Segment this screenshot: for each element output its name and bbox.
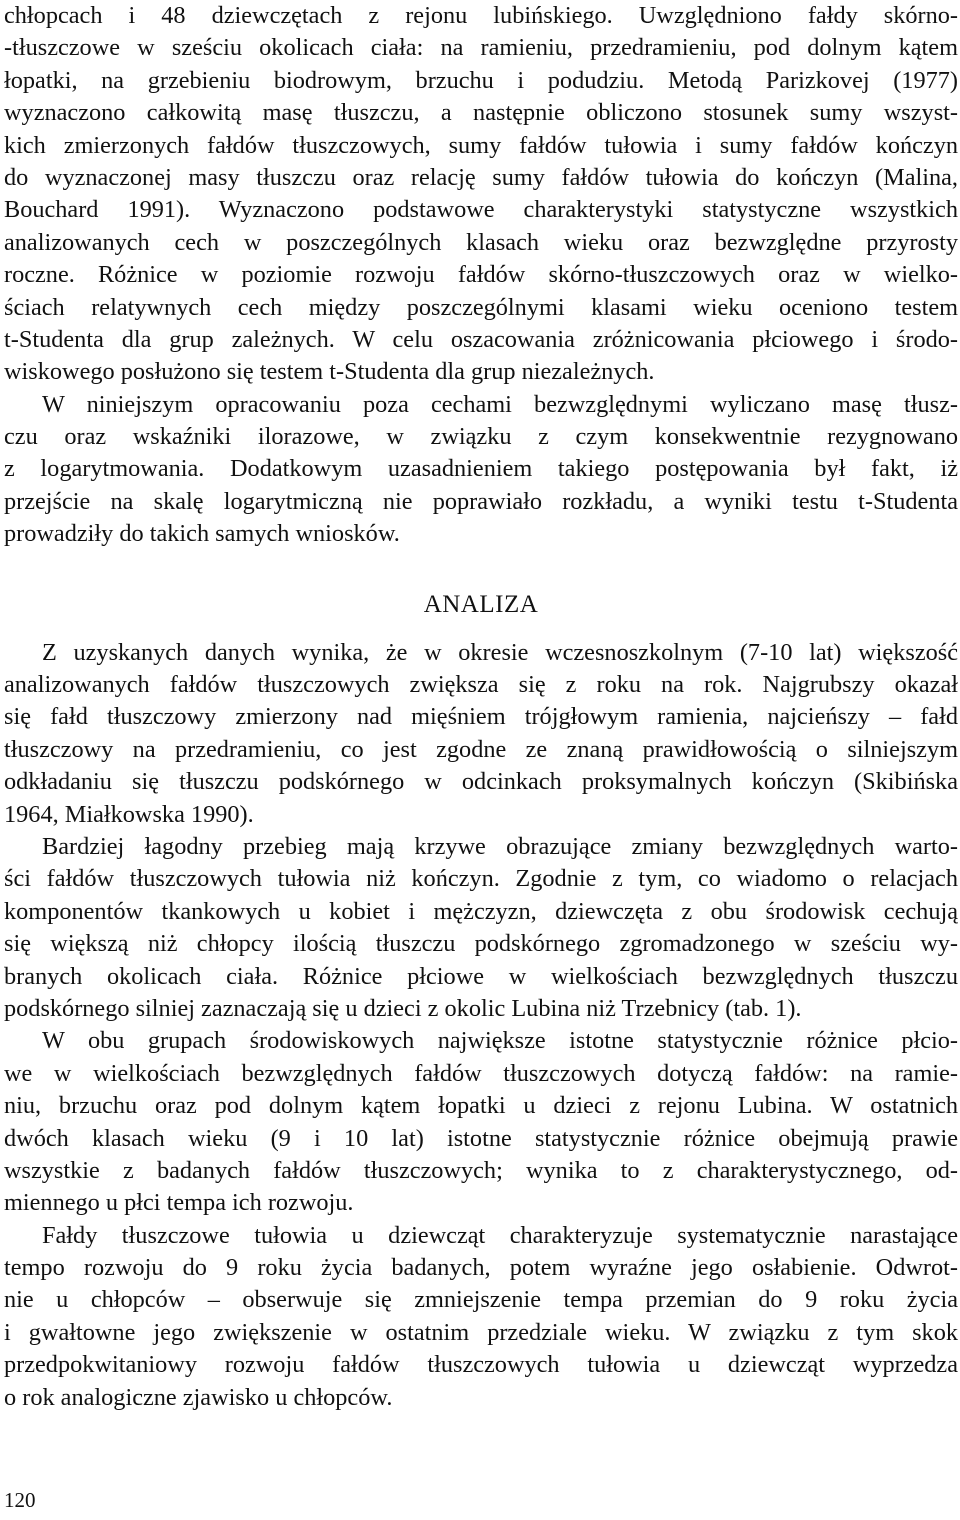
text-line: ści fałdów tłuszczowych tułowia niż kończyn. Zgodnie z tym, co wiadomo o relacjach xyxy=(4,865,958,893)
page-number: 120 xyxy=(4,1488,36,1512)
text-line: łopatki, na grzebieniu biodrowym, brzuchu i podudziu. Metodą Parizkovej (1977) xyxy=(4,66,958,94)
analysis-section xyxy=(4,637,958,1414)
text-line: komponentów tkankowych u kobiet i mężczyzn, dziewczęta z obu środowisk cechują xyxy=(4,897,958,925)
text-line: się większą niż chłopcy ilością tłuszczu podskórnego zgromadzonego w sześciu wy- xyxy=(4,930,958,958)
section-heading: ANALIZA xyxy=(423,590,539,618)
paragraph xyxy=(4,1025,958,1219)
text-line: o rok analogiczne zjawisko u chłopców. xyxy=(4,1383,393,1411)
text-line: i gwałtowne jego zwiększenie w ostatnim przedziale wieku. W związku z tym skok xyxy=(4,1318,958,1346)
document-page xyxy=(4,0,958,1414)
text-line: 1964, Miałkowska 1990). xyxy=(4,800,254,828)
spacer xyxy=(4,551,958,585)
text-line: -tłuszczowe w sześciu okolicach ciała: na ramieniu, przedramieniu, pod dolnym kątem xyxy=(4,34,958,62)
text-line: dwóch klasach wieku (9 i 10 lat) istotne statystycznie różnice obejmują prawie xyxy=(4,1124,958,1152)
text-line: analizowanych fałdów tłuszczowych zwiększa się z roku na rok. Najgrubszy okazał xyxy=(4,671,958,699)
text-line: niu, brzuchu oraz pod dolnym kątem łopatki u dzieci z rejonu Lubina. W ostatnich xyxy=(4,1092,958,1120)
text-line: W obu grupach środowiskowych największe istotne statystycznie różnice płcio- xyxy=(42,1027,958,1055)
paragraph xyxy=(4,1220,958,1414)
methods-section xyxy=(4,0,958,551)
text-line: nie u chłopców – obserwuje się zmniejszenie tempa przemian do 9 roku życia xyxy=(4,1286,958,1314)
text-line: tempo rozwoju do 9 roku życia badanych, potem wyraźne jego osłabienie. Odwrot- xyxy=(4,1254,958,1282)
text-line: Fałdy tłuszczowe tułowia u dziewcząt charakteryzuje systematycznie narastające xyxy=(42,1221,958,1249)
paragraph xyxy=(4,0,958,389)
text-line: podskórnego silniej zaznaczają się u dzieci z okolic Lubina niż Trzebnicy (tab. 1). xyxy=(4,994,802,1022)
text-line: t-Studenta dla grup zależnych. W celu oszacowania zróżnicowania płciowego i środo- xyxy=(4,325,958,353)
text-line: roczne. Różnice w poziomie rozwoju fałdów skórno-tłuszczowych oraz w wielko- xyxy=(4,261,958,289)
text-line: Bardziej łagodny przebieg mają krzywe obrazujące zmiany bezwzględnych warto- xyxy=(42,832,958,860)
text-line: Bouchard 1991). Wyznaczono podstawowe charakterystyki statystyczne wszystkich xyxy=(4,196,958,224)
paragraph xyxy=(4,831,958,1025)
text-line: Z uzyskanych danych wynika, że w okresie wczesnoszkolnym (7-10 lat) większość xyxy=(42,638,958,666)
text-line: do wyznaczonej masy tłuszczu oraz relację sumy fałdów tułowia do kończyn (Malina, xyxy=(4,163,958,191)
text-line: wyznaczono całkowitą masę tłuszczu, a następnie obliczono stosunek sumy wszyst- xyxy=(4,99,958,127)
text-line: kich zmierzonych fałdów tłuszczowych, sumy fałdów tułowia i sumy fałdów kończyn xyxy=(4,131,958,159)
text-line: wiskowego posłużono się testem t-Studenta dla grup niezależnych. xyxy=(4,358,655,386)
text-line: przedpokwitaniowy rozwoju fałdów tłuszczowych tułowia u dziewcząt wyprzedza xyxy=(4,1351,958,1379)
text-line: odkładaniu się tłuszczu podskórnego w odcinkach proksymalnych kończyn (Skibińska xyxy=(4,768,958,796)
text-line: z logarytmowania. Dodatkowym uzasadnieniem takiego postępowania był fakt, iż xyxy=(4,455,958,483)
text-line: przejście na skalę logarytmiczną nie poprawiało rozkładu, a wyniki testu t-Studenta xyxy=(4,487,958,515)
text-line: się fałd tłuszczowy zmierzony nad mięśniem trójgłowym ramienia, najcieńszy – fałd xyxy=(4,703,958,731)
text-line: ściach relatywnych cech między poszczególnymi klasami wieku oceniono testem xyxy=(4,293,958,321)
text-line: wszystkie z badanych fałdów tłuszczowych; wynika to z charakterystycznego, od- xyxy=(4,1156,958,1184)
text-line: miennego u płci tempa ich rozwoju. xyxy=(4,1189,354,1217)
text-line: chłopcach i 48 dziewczętach z rejonu lubińskiego. Uwzględniono fałdy skórno- xyxy=(4,2,958,29)
text-line: we w wielkościach bezwzględnych fałdów tłuszczowych dotyczą fałdów: na ramie- xyxy=(4,1059,958,1087)
text-line: prowadziły do takich samych wniosków. xyxy=(4,520,400,548)
text-line: tłuszczowy na przedramieniu, co jest zgodne ze znaną prawidłowością o silniejszym xyxy=(4,735,958,763)
spacer xyxy=(4,625,958,637)
text-line: branych okolicach ciała. Różnice płciowe w wielkościach bezwzględnych tłuszczu xyxy=(4,962,958,990)
text-line: czu oraz wskaźniki ilorazowe, w związku z czym konsekwentnie rezygnowano xyxy=(4,423,958,451)
paragraph xyxy=(4,637,958,831)
text-line: W niniejszym opracowaniu poza cechami bezwzględnymi wyliczano masę tłusz- xyxy=(42,390,958,418)
paragraph xyxy=(4,389,958,551)
text-line: analizowanych cech w poszczególnych klasach wieku oraz bezwzględne przyrosty xyxy=(4,228,958,256)
